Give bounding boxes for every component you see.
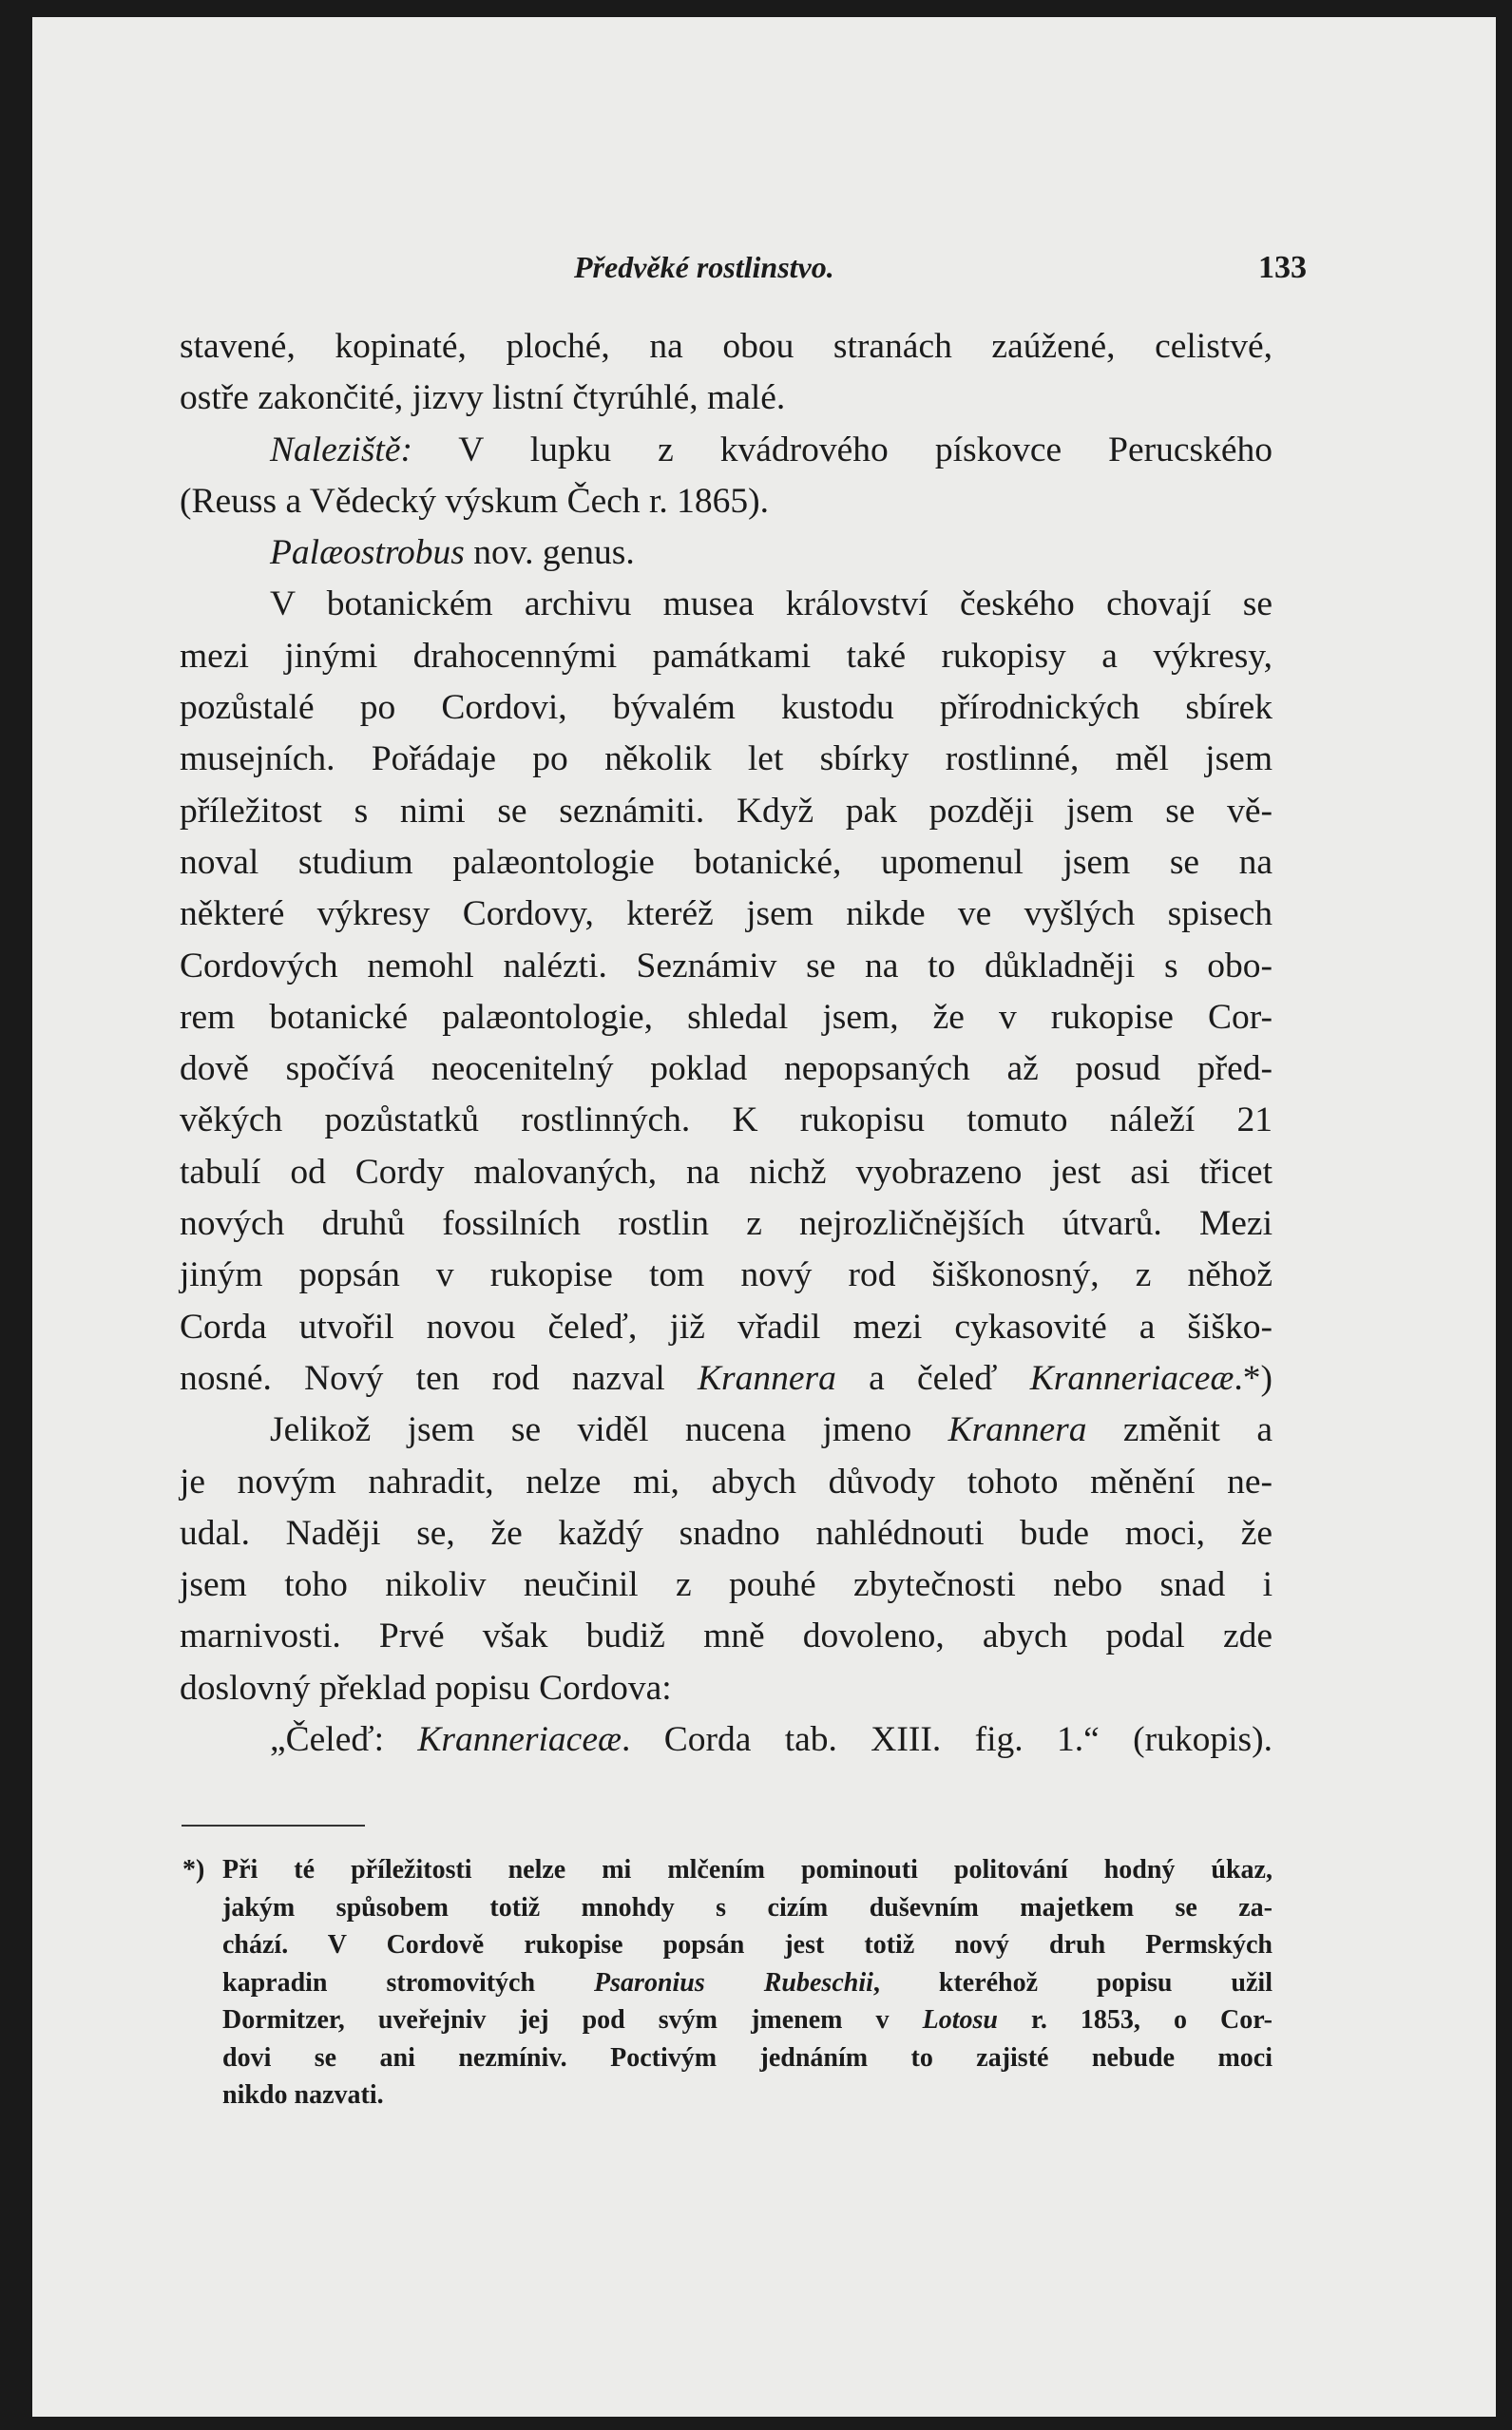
italic-term: Psaronius Rubeschii (594, 1967, 873, 1998)
text-run: jakým spůsobem totiž mnohdy s cizím duševním majetkem se za- (222, 1892, 1273, 1923)
text-run: „Čeleď: (270, 1720, 418, 1760)
text-run: dově spočívá neocenitelný poklad nepopsaných až posud před- (180, 1049, 1273, 1089)
text-run: Jelikož jsem se viděl nucena jmeno (270, 1410, 948, 1450)
body-line (180, 889, 1273, 940)
text-run: musejních. Pořádaje po několik let sbírky rostlinné, měl jsem (180, 739, 1273, 779)
body-line (180, 1043, 1273, 1095)
text-run: V botanickém archivu musea království českého chovají se (270, 584, 1273, 624)
text-run: kapradin stromovitých (222, 1967, 595, 1998)
body-line (180, 1611, 1273, 1662)
footnote-separator (182, 1825, 365, 1827)
text-run: jsem toho nikoliv neučinil z pouhé zbytečnosti nebo snad i (180, 1565, 1273, 1605)
body-line (180, 786, 1273, 837)
body-line (180, 1663, 1273, 1714)
body-line (180, 837, 1273, 889)
main-text (180, 321, 1273, 1766)
body-line (180, 1147, 1273, 1198)
body-line (180, 734, 1273, 785)
text-run: dovi se ani nezmíniv. Poctivým jednáním to zajisté nebude moci (222, 2042, 1273, 2073)
footnote-line (222, 1964, 1273, 2002)
italic-term: Kranneriaceæ (1029, 1358, 1234, 1398)
text-run: Corda utvořil novou čeleď, již vřadil mezi cykasovité a šiško- (180, 1307, 1273, 1347)
italic-term: Lotosu (922, 2005, 998, 2035)
body-line (180, 1198, 1273, 1250)
text-run: změnit a (1086, 1410, 1273, 1450)
body-line (180, 425, 1273, 476)
body-line (180, 1714, 1273, 1766)
body-line (180, 476, 1273, 527)
italic-term: Krannera (698, 1358, 836, 1398)
page-number: 133 (1258, 250, 1307, 285)
text-run: noval studium palæontologie botanické, upomenul jsem se na (180, 842, 1273, 882)
body-line (180, 682, 1273, 734)
footnote-line (222, 2001, 1273, 2039)
text-run: (Reuss a Vědecký výskum Čech r. 1865). (180, 481, 770, 521)
text-run: nov. genus. (464, 533, 635, 573)
running-header (32, 250, 1496, 297)
text-run: Dormitzer, uveřejniv jej pod svým jmenem v (222, 2005, 923, 2035)
text-run: V lupku z kvádrového pískovce Perucského (411, 430, 1273, 469)
text-run: některé výkresy Cordovy, kteréž jsem nikde ve vyšlých spisech (180, 894, 1273, 934)
text-run: pozůstalé po Cordovi, bývalém kustodu přírodnických sbírek (180, 688, 1273, 728)
body-line (180, 1508, 1273, 1559)
footnote-line (222, 1926, 1273, 1964)
body-line (180, 992, 1273, 1043)
text-run: nikdo nazvati. (222, 2080, 384, 2110)
text-run: jiným popsán v rukopise tom nový rod šiškonosný, z něhož (180, 1255, 1273, 1295)
text-run: r. 1853, o Cor- (997, 2005, 1273, 2035)
text-run: nosné. Nový ten rod nazval (180, 1358, 698, 1398)
text-run: ostře zakončité, jizvy listní čtyrúhlé, malé. (180, 378, 786, 418)
footnote-line (222, 2039, 1273, 2077)
text-run: . Corda tab. XIII. fig. 1.“ (rukopis). (621, 1720, 1273, 1760)
footnote-line (182, 1851, 1273, 1889)
text-run: Při té příležitosti nelze mi mlčením pominouti politování hodný úkaz, (222, 1855, 1273, 1885)
body-line (180, 1559, 1273, 1611)
text-run: Cordových nemohl nalézti. Seznámiv se na to důkladněji s obo- (180, 946, 1273, 985)
body-line (180, 527, 1273, 579)
text-run: marnivosti. Prvé však budiž mně dovoleno, abych podal zde (180, 1617, 1273, 1656)
footnote-marker: *) (182, 1855, 205, 1885)
body-line (180, 1353, 1273, 1405)
body-line (180, 579, 1273, 630)
text-run: rem botanické palæontologie, shledal jsem, že v rukopise Cor- (180, 997, 1273, 1037)
text-run: stavené, kopinaté, ploché, na obou stranách zaúžené, celistvé, (180, 327, 1273, 366)
italic-term: Kranneriaceæ (417, 1720, 622, 1760)
body-line (180, 373, 1273, 424)
italic-term: Palæostrobus (270, 533, 465, 573)
body-line (180, 1405, 1273, 1456)
footnote-line (222, 2076, 1273, 2114)
body-line (180, 1250, 1273, 1301)
italic-term: Krannera (947, 1410, 1087, 1450)
text-run: .*) (1234, 1358, 1273, 1398)
book-page (32, 17, 1496, 2417)
body-line (180, 941, 1273, 992)
text-run: mezi jinými drahocennými památkami také rukopisy a výkresy, (180, 636, 1273, 676)
body-line (180, 1095, 1273, 1146)
text-run: udal. Naději se, že každý snadno nahlédnouti bude moci, že (180, 1513, 1273, 1553)
running-title: Předvěké rostlinstvo. (574, 250, 834, 284)
footnote-line (222, 1889, 1273, 1927)
text-run: chází. V Cordově rukopise popsán jest totiž nový druh Permských (222, 1930, 1273, 1960)
text-run: nových druhů fossilních rostlin z nejrozličnějších útvarů. Mezi (180, 1204, 1273, 1244)
italic-term: Naleziště: (270, 430, 412, 469)
body-line (180, 321, 1273, 373)
text-run: , kteréhož popisu užil (872, 1967, 1273, 1998)
text-run: a čeleď (835, 1358, 1030, 1398)
body-line (180, 1457, 1273, 1508)
text-run: tabulí od Cordy malovaných, na nichž vyobrazeno jest asi třicet (180, 1152, 1273, 1192)
body-line (180, 1302, 1273, 1353)
body-line (180, 631, 1273, 682)
text-run: doslovný překlad popisu Cordova: (180, 1668, 672, 1708)
footnote (182, 1851, 1273, 2114)
text-run: je novým nahradit, nelze mi, abych důvody tohoto měnění ne- (180, 1462, 1273, 1502)
text-run: příležitost s nimi se seznámiti. Když pak později jsem se vě- (180, 791, 1273, 831)
text-run: věkých pozůstatků rostlinných. K rukopisu tomuto náleží 21 (180, 1100, 1273, 1140)
